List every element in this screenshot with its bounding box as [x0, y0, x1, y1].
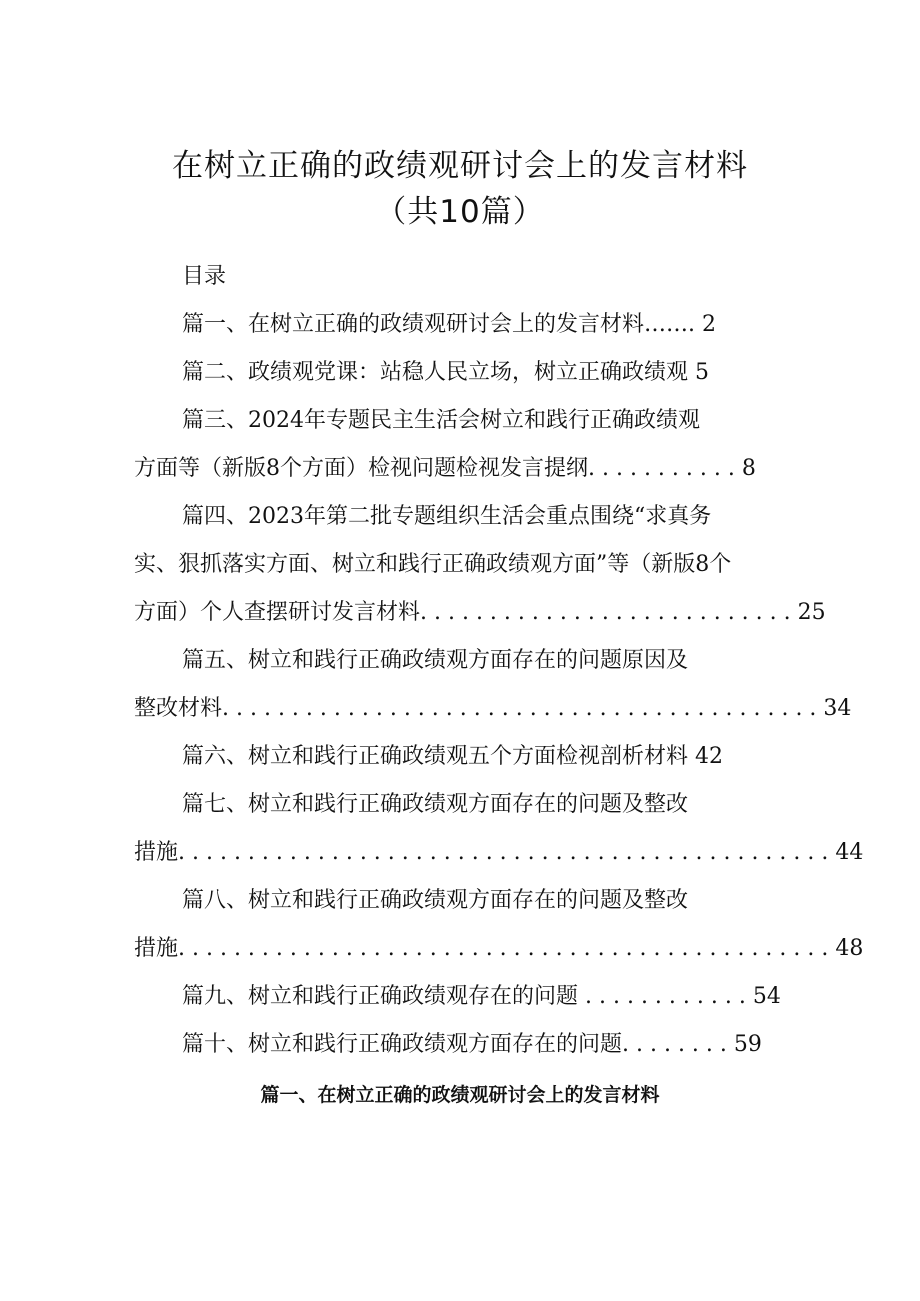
toc-entry-8-line2[interactable]: 措施. . . . . . . . . . . . . . . . . . . . . . . . . . . . . . . . . . . . . . . . . . . . . . . 48 — [134, 936, 864, 961]
toc-entry-2[interactable]: 篇二、政绩观党课：站稳人民立场，树立正确政绩观 5 — [182, 360, 709, 385]
toc-entry-6[interactable]: 篇六、树立和践行正确政绩观五个方面检视剖析材料 42 — [182, 744, 723, 769]
toc-entry-4-line2[interactable]: 实、狠抓落实方面、树立和践行正确政绩观方面”等（新版8个 — [134, 552, 732, 577]
toc-entry-5-line1[interactable]: 篇五、树立和践行正确政绩观方面存在的问题原因及 — [182, 648, 689, 673]
toc-entry-3-line2[interactable]: 方面等（新版8个方面）检视问题检视发言提纲. . . . . . . . . . . 8 — [134, 456, 756, 481]
toc-heading: 目录 — [182, 264, 227, 289]
document-subtitle: （共10篇） — [375, 194, 545, 230]
document-title: 在树立正确的政绩观研讨会上的发言材料 — [172, 148, 748, 184]
toc-entry-1[interactable]: 篇一、在树立正确的政绩观研讨会上的发言材料……. 2 — [182, 312, 716, 337]
toc-entry-7-line2[interactable]: 措施. . . . . . . . . . . . . . . . . . . . . . . . . . . . . . . . . . . . . . . . . . . . . . . 44 — [134, 840, 864, 865]
toc-entry-8-line1[interactable]: 篇八、树立和践行正确政绩观方面存在的问题及整改 — [182, 888, 689, 913]
section-heading: 篇一、在树立正确的政绩观研讨会上的发言材料 — [260, 1084, 660, 1106]
toc-entry-7-line1[interactable]: 篇七、树立和践行正确政绩观方面存在的问题及整改 — [182, 792, 689, 817]
toc-entry-5-line2[interactable]: 整改材料. . . . . . . . . . . . . . . . . . . . . . . . . . . . . . . . . . . . . . . . . . . 34 — [134, 696, 852, 721]
toc-entry-9[interactable]: 篇九、树立和践行正确政绩观存在的问题 . . . . . . . . . . . . 54 — [182, 984, 781, 1009]
toc-entry-4-line3[interactable]: 方面）个人查摆研讨发言材料. . . . . . . . . . . . . . . . . . . . . . . . . . . 25 — [134, 600, 826, 625]
toc-entry-10[interactable]: 篇十、树立和践行正确政绩观方面存在的问题. . . . . . . . 59 — [182, 1032, 762, 1057]
toc-entry-3-line1[interactable]: 篇三、2024年专题民主生活会树立和践行正确政绩观 — [182, 408, 700, 433]
toc-entry-4-line1[interactable]: 篇四、2023年第二批专题组织生活会重点围绕“求真务 — [182, 504, 712, 529]
